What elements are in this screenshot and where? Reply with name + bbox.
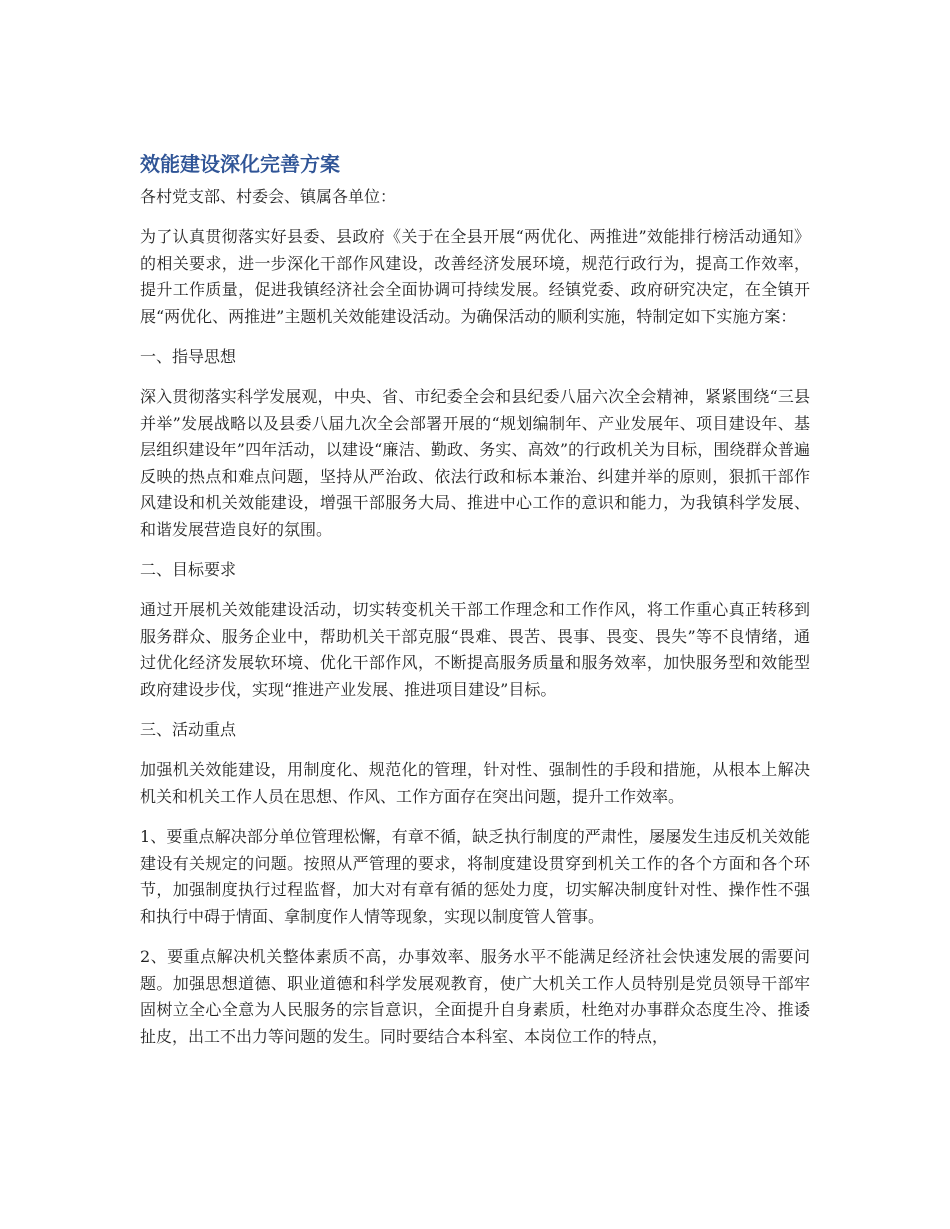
focus-item-2: 2、要重点解决机关整体素质不高，办事效率、服务水平不能满足经济社会快速发展的需要问题。加强思想道德、职业道德和科学发展观教育，使广大机关工作人员特别是党员领导干部牢固树立全心全意为人民服务的宗旨意识，全面提升自身素质，杜绝对办事群众态度生冷、推诿扯皮，出工不出力等问题的发生。同时要结合本科室、本岗位工作的特点， bbox=[140, 947, 810, 1046]
section-heading-goals: 二、目标要求 bbox=[140, 560, 237, 579]
section-heading-guiding-ideology: 一、指导思想 bbox=[140, 347, 237, 366]
guiding-ideology-paragraph: 深入贯彻落实科学发展观，中央、省、市纪委全会和县纪委八届六次全会精神，紧紧围绕“三县并举”发展战略以及县委八届九次全会部署开展的“规划编制年、产业发展年、项目建设年、基层组织建设年”四年活动，以建设“廉洁、勤政、务实、高效”的行政机关为目标，围绕群众普遍反映的热点和难点问题，坚持从严治政、依法行政和标本兼治、纠建并举的原则，狠抓干部作风建设和机关效能建设，增强干部服务大局、推进中心工作的意识和能力，为我镇科学发展、和谐发展营造良好的氛围。 bbox=[140, 387, 810, 539]
salutation: 各村党支部、村委会、镇属各单位： bbox=[140, 187, 397, 206]
intro-paragraph: 为了认真贯彻落实好县委、县政府《关于在全县开展“两优化、两推进”效能排行榜活动通知》的相关要求，进一步深化干部作风建设，改善经济发展环境，规范行政行为，提高工作效率，提升工作质量，促进我镇经济社会全面协调可持续发展。经镇党委、政府研究决定，在全镇开展“两优化、两推进”主题机关效能建设活动。为确保活动的顺利实施，特制定如下实施方案： bbox=[140, 227, 810, 326]
section-heading-focus: 三、活动重点 bbox=[140, 720, 237, 739]
goals-paragraph: 通过开展机关效能建设活动，切实转变机关干部工作理念和工作作风，将工作重心真正转移到服务群众、服务企业中，帮助机关干部克服“畏难、畏苦、畏事、畏变、畏失”等不良情绪，通过优化经济发展软环境、优化干部作风，不断提高服务质量和服务效率，加快服务型和效能型政府建设步伐，实现“推进产业发展、推进项目建设”目标。 bbox=[140, 600, 810, 699]
focus-item-1: 1、要重点解决部分单位管理松懈，有章不循，缺乏执行制度的严肃性，屡屡发生违反机关效能建设有关规定的问题。按照从严管理的要求，将制度建设贯穿到机关工作的各个方面和各个环节，加强制度执行过程监督，加大对有章有循的惩处力度，切实解决制度针对性、操作性不强和执行中碍于情面、拿制度作人情等现象，实现以制度管人管事。 bbox=[140, 827, 810, 926]
document-title: 效能建设深化完善方案 bbox=[140, 152, 340, 176]
document-page bbox=[140, 150, 810, 1064]
focus-paragraph: 加强机关效能建设，用制度化、规范化的管理，针对性、强制性的手段和措施，从根本上解决机关和机关工作人员在思想、作风、工作方面存在突出问题，提升工作效率。 bbox=[140, 760, 810, 806]
